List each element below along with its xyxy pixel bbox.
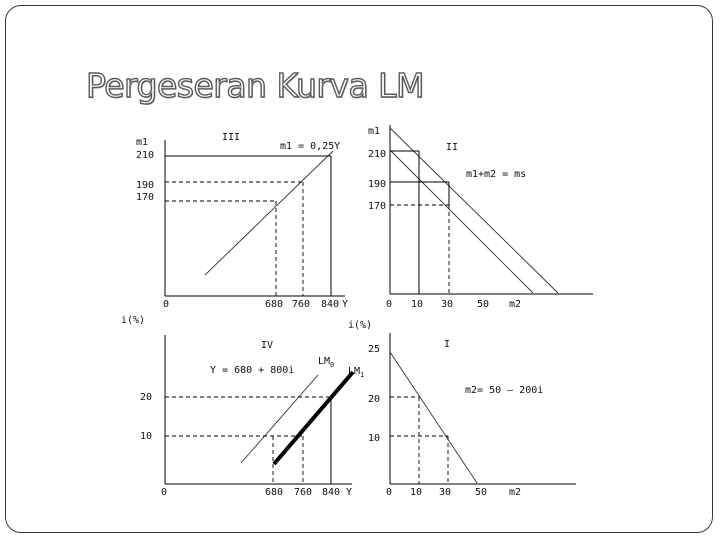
quadrant-i (368, 333, 576, 498)
q2-y-tick-190: 190 (368, 179, 387, 190)
q3-i-label: i(%) (121, 315, 146, 326)
q1-x-tick-30: 30 (439, 487, 452, 498)
q3-y-tick-190: 190 (136, 180, 155, 191)
q3-x-tick-680: 680 (265, 299, 284, 310)
q4-y-tick-10: 10 (140, 431, 153, 442)
q1-y-tick-10: 10 (368, 433, 381, 444)
q1-equation: m2= 50 – 200i (465, 385, 544, 396)
q4-origin: 0 (161, 487, 168, 498)
q1-x-tick-10: 10 (410, 487, 423, 498)
q4-x-axis-label: Y (346, 487, 353, 498)
q1-y-tick-20: 20 (368, 394, 381, 405)
q3-y-axis-label: m1 (136, 137, 149, 148)
q2-y-tick-170: 170 (368, 201, 387, 212)
q4-x-tick-760: 760 (294, 487, 313, 498)
q2-ms-line-outer (390, 128, 558, 293)
q3-m1-line (205, 151, 333, 275)
q2-x-axis-label: m2 (509, 299, 522, 310)
q4-lm1-sub: 1 (360, 371, 365, 379)
q1-label: I (444, 339, 451, 350)
q1-origin: 0 (386, 487, 393, 498)
q4-x-tick-840: 840 (322, 487, 341, 498)
slide-title: Pergeseran Kurva LM (86, 66, 425, 105)
q1-y-tick-25: 25 (368, 344, 381, 355)
q3-x-tick-760: 760 (292, 299, 311, 310)
q2-y-tick-210: 210 (368, 149, 387, 160)
q4-y-tick-20: 20 (140, 392, 153, 403)
q4-lm1-line (274, 372, 353, 464)
q2-x-tick-50: 50 (477, 299, 490, 310)
q3-origin: 0 (163, 299, 170, 310)
q4-lm0-sub: 0 (330, 361, 335, 369)
q3-label: III (222, 132, 241, 143)
q3-y-tick-170: 170 (136, 192, 155, 203)
q2-equation: m1+m2 = ms (466, 169, 527, 180)
q1-m2-line (390, 352, 477, 483)
q4-lm0-label (318, 356, 334, 369)
q1-x-axis-label: m2 (509, 487, 522, 498)
q3-x-axis-label: Y (342, 299, 349, 310)
q3-x-tick-840: 840 (321, 299, 340, 310)
q4-lm0-line (241, 375, 318, 463)
q2-origin: 0 (386, 299, 393, 310)
q4-x-tick-680: 680 (265, 487, 284, 498)
q2-y-axis-label: m1 (368, 126, 381, 137)
q4-equation: Y = 680 + 800i (210, 365, 295, 376)
q4-lm1-text: LM (348, 366, 361, 377)
q1-x-tick-50: 50 (475, 487, 488, 498)
q3-y-tick-210: 210 (136, 150, 155, 161)
q2-label: II (446, 142, 459, 153)
quadrant-iv (140, 335, 364, 498)
q2-i-label: i(%) (348, 320, 373, 331)
quadrant-ii (348, 125, 593, 331)
q3-equation: m1 = 0,25Y (280, 141, 341, 152)
q2-x-tick-10: 10 (411, 299, 424, 310)
q4-label: IV (261, 340, 274, 351)
q2-x-tick-30: 30 (441, 299, 454, 310)
quadrant-iii (121, 132, 348, 326)
q4-lm0-text: LM (318, 356, 331, 367)
